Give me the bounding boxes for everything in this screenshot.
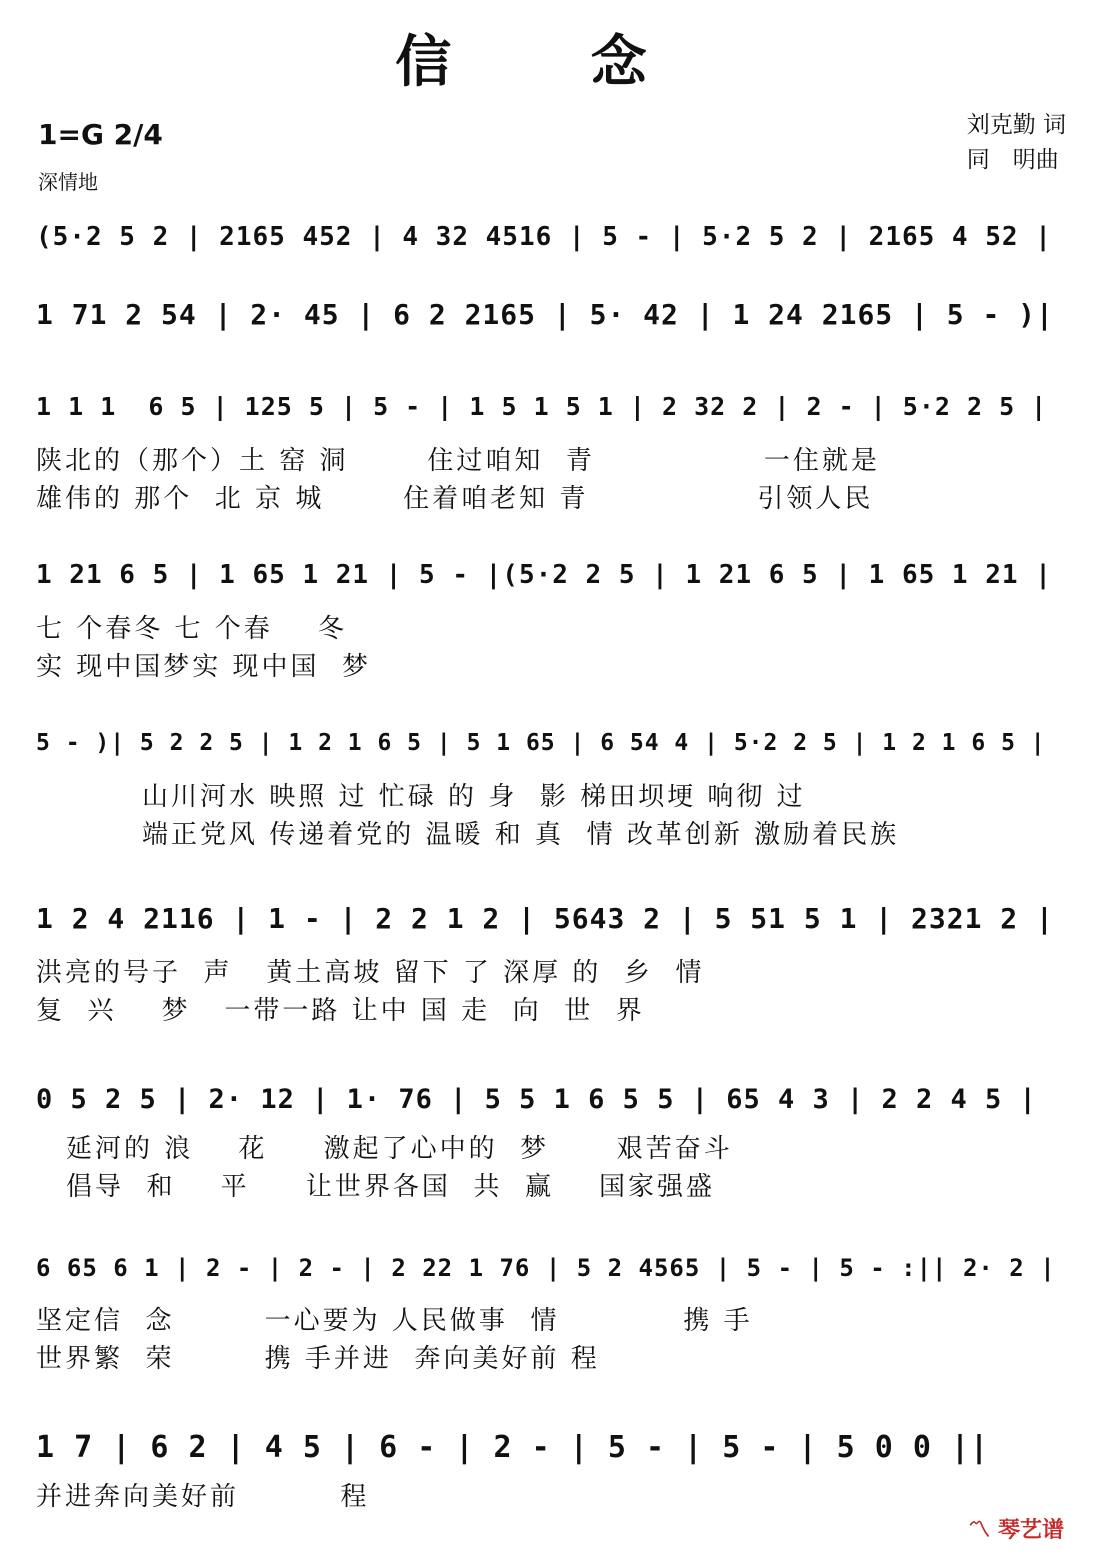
credits (967, 108, 1066, 178)
score-system-8 (36, 1254, 1072, 1374)
brand-name: 琴艺谱 (997, 1518, 1064, 1543)
lyrics-verse-2: 雄伟的 那个 北 京 城 住着咱老知 青 引领人民 (36, 484, 874, 514)
brand-logo (968, 1513, 1064, 1544)
notation-line: 0 5 2 5 | 2· 12 | 1· 76 | 5 5 1 6 5 5 | 65 4 3 | 2 2 4 5 | (36, 1084, 1037, 1115)
lyrics-verse-2: 实 现中国梦实 现中国 梦 (36, 652, 372, 682)
notation-line: 6 65 6 1 | 2 - | 2 - | 2 22 1 76 | 5 2 4565 | 5 - | 5 - :|| 2· 2 | (36, 1254, 1056, 1282)
score-system-7 (36, 1084, 1072, 1204)
score-system-1 (36, 222, 1072, 262)
notation-line: (5·2 5 2 | 2165 452 | 4 32 4516 | 5 - | 5·2 5 2 | 2165 4 52 | (36, 222, 1052, 252)
score-system-9 (36, 1430, 1072, 1520)
tempo-marking: 深情地 (38, 170, 98, 194)
lyrics-verse-1: 七 个春冬 七 个春 冬 (36, 614, 347, 644)
lyrics-verse-1: 陕北的（那个）土 窑 洞 住过咱知 青 一住就是 (36, 446, 880, 476)
composer: 同 明曲 (966, 147, 1059, 173)
lyrics-verse-2: 世界繁 荣 携 手并进 奔向美好前 程 (36, 1344, 600, 1374)
notation-line: 1 21 6 5 | 1 65 1 21 | 5 - |(5·2 2 5 | 1 21 6 5 | 1 65 1 21 | (36, 560, 1052, 590)
score-system-6 (36, 902, 1072, 1026)
lyrics-verse-2: 倡导 和 平 让世界各国 共 赢 国家强盛 (66, 1172, 716, 1202)
notation-line: 1 2 4 2116 | 1 - | 2 2 1 2 | 5643 2 | 5 51 5 1 | 2321 2 | (36, 902, 1054, 935)
notation-line: 1 1 1 6 5 | 125 5 | 5 - | 1 5 1 5 1 | 2 32 2 | 2 - | 5·2 2 5 | (36, 392, 1048, 421)
notation-line: 1 7 | 6 2 | 4 5 | 6 - | 2 - | 5 - | 5 - | 5 0 0 || (36, 1430, 990, 1465)
notation-line: 1 71 2 54 | 2· 45 | 6 2 2165 | 5· 42 | 1 24 2165 | 5 - )| (36, 298, 1054, 331)
lyrics-verse-1: 山川河水 映照 过 忙碌 的 身 影 梯田坝埂 响彻 过 (142, 782, 806, 812)
score-system-3 (36, 392, 1072, 512)
score-system-2 (36, 298, 1072, 338)
notation-line: 5 - )| 5 2 2 5 | 1 2 1 6 5 | 5 1 65 | 6 54 4 | 5·2 2 5 | 1 2 1 6 5 | (36, 730, 1046, 756)
score-system-4 (36, 560, 1072, 680)
lyrics-verse-1: 延河的 浪 花 激起了心中的 梦 艰苦奋斗 (66, 1134, 733, 1164)
song-title: 信 念 (395, 29, 707, 95)
key-signature: 1=G 2/4 (38, 118, 163, 151)
lyricist: 刘克勤 词 (966, 112, 1066, 138)
lyrics-verse-1: 洪亮的号子 声 黄土高坡 留下 了 深厚 的 乡 情 (36, 958, 705, 988)
lyrics-verse-1: 坚定信 念 一心要为 人民做事 情 携 手 (36, 1306, 753, 1336)
lyrics-verse-1: 并进奔向美好前 程 (36, 1482, 370, 1512)
lyrics-verse-2: 端正党风 传递着党的 温暖 和 真 情 改革创新 激励着民族 (142, 820, 900, 850)
lyrics-verse-2: 复 兴 梦 一带一路 让中 国 走 向 世 界 (36, 996, 645, 1026)
score-system-5 (36, 730, 1072, 850)
brand-icon: 〽 (968, 1518, 991, 1543)
